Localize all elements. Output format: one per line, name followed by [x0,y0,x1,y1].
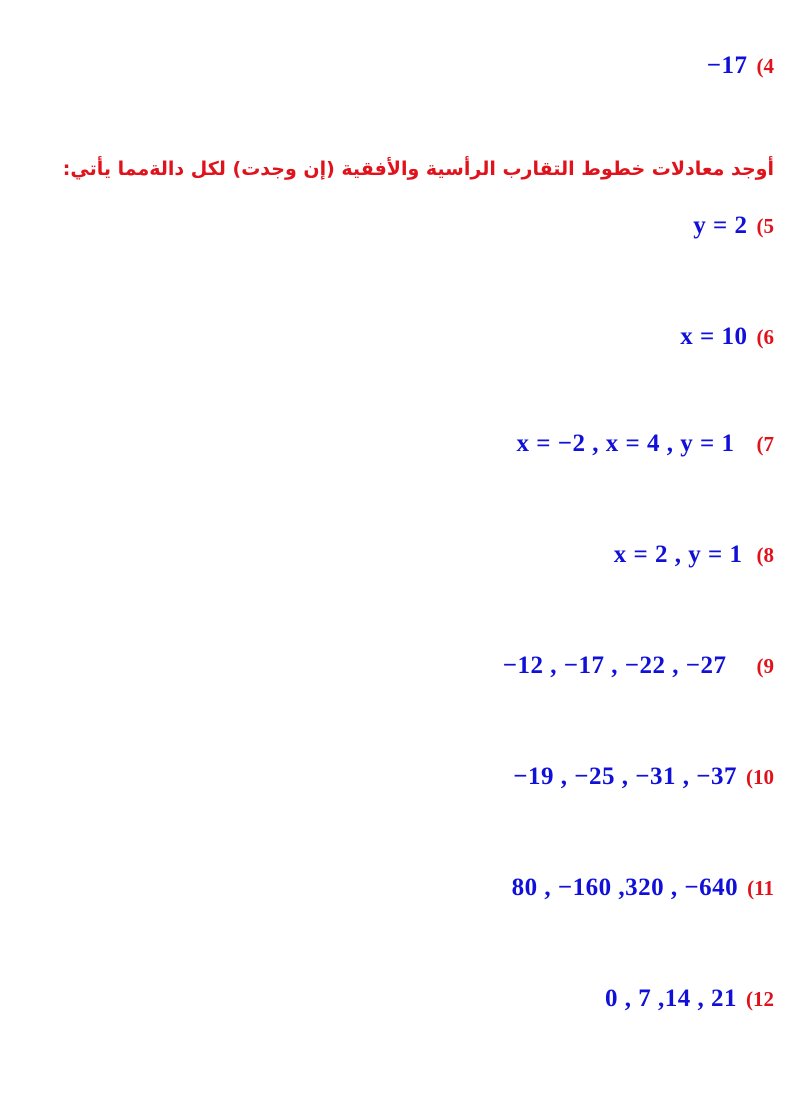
answer-5 [693,212,774,240]
answer-9 [503,652,774,680]
answer-9-value: −12 , −17 , −22 , −27 [502,652,727,679]
answer-6-number: (6 [756,325,774,349]
answer-12-number: (12 [746,987,774,1011]
answer-4-value: −17 [706,52,748,79]
answer-10-value: −19 , −25 , −31 , −37 [513,763,737,790]
answer-10-number: (10 [746,765,774,789]
answer-7-number: (7 [756,432,774,456]
answer-9-number: (9 [756,654,774,678]
answer-4 [707,52,774,80]
answer-5-value: y = 2 [693,212,748,239]
answer-7-value: x = −2 , x = 4 , y = 1 [516,430,735,457]
answer-8-value: x = 2 , y = 1 [613,541,743,568]
answer-8 [614,541,774,569]
answer-12-value: 0 , 7 ,14 , 21 [605,985,737,1012]
answer-10 [513,763,774,791]
answer-6 [680,323,774,351]
answer-6-value: x = 10 [680,323,748,350]
answer-12 [605,985,774,1013]
answer-11 [512,874,774,902]
answer-11-value: 80 , −160 ,320 , −640 [511,874,739,901]
answer-4-number: (4 [756,54,774,78]
section-heading: أوجد معادلات خطوط التقارب الرأسية والأفقية (إن وجدت) لكل دالةمما يأتي: [62,158,774,180]
answer-8-number: (8 [756,543,774,567]
answer-5-number: (5 [756,214,774,238]
answer-11-number: (11 [747,876,774,900]
answer-7 [517,430,774,458]
